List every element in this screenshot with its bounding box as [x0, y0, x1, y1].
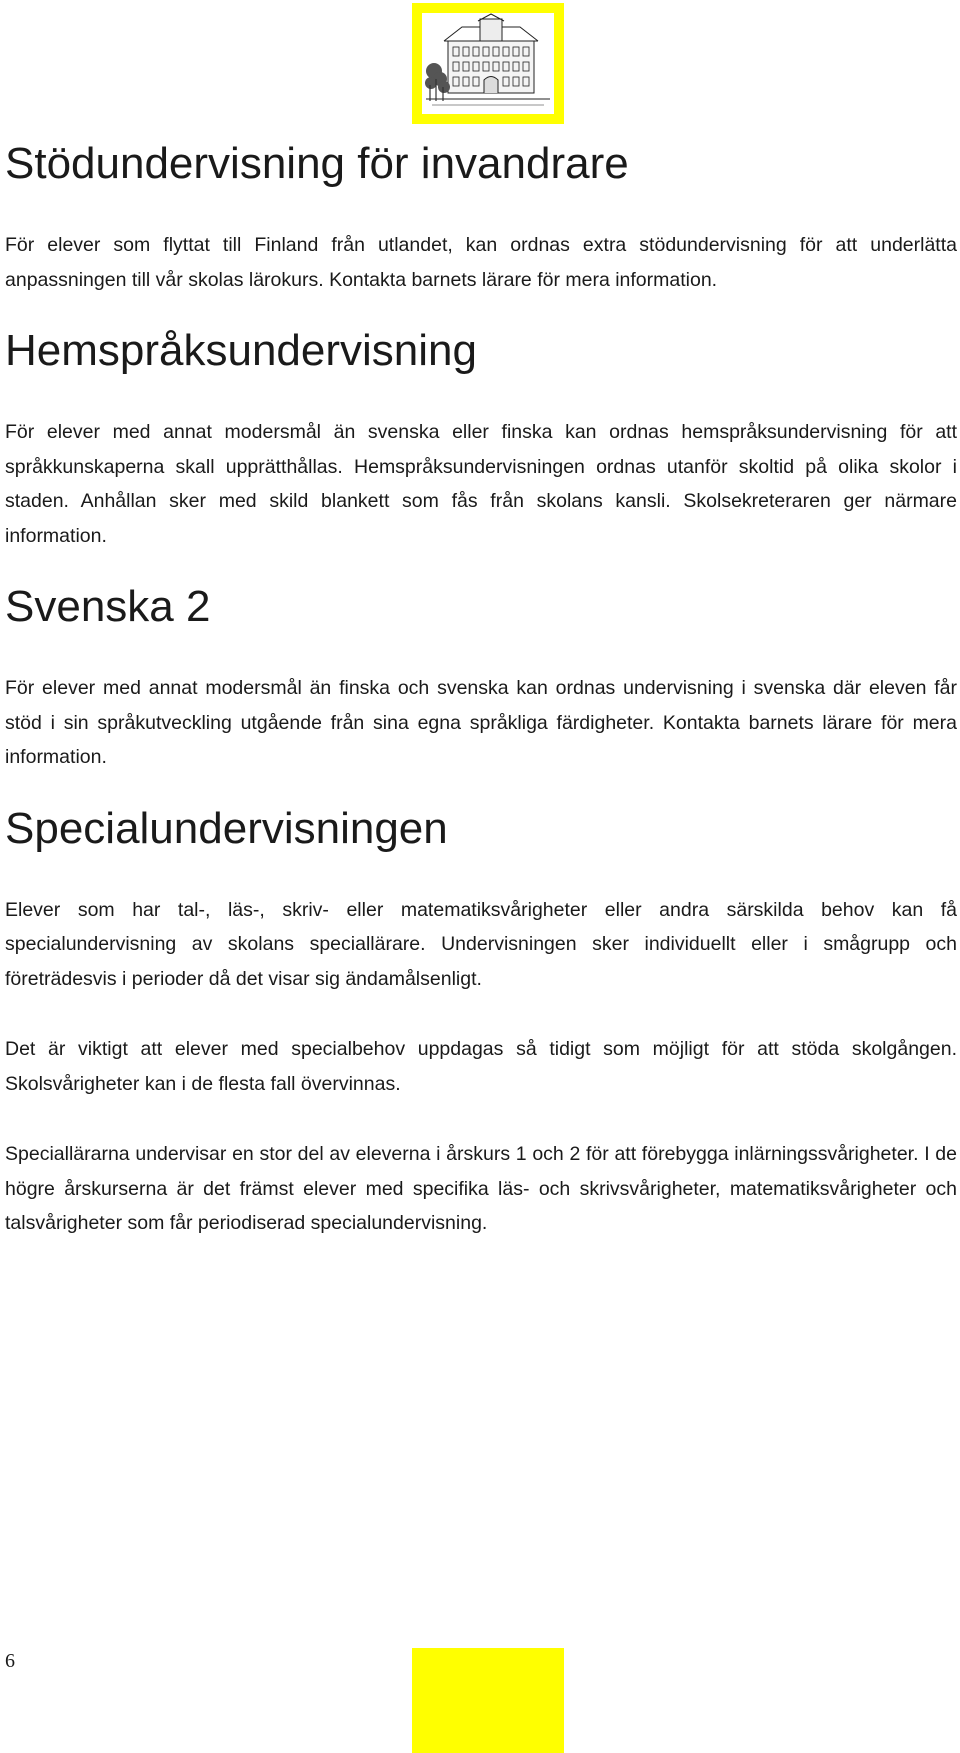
section-heading: Specialundervisningen — [5, 803, 448, 853]
section-paragraph: Speciallärarna undervisar en stor del av eleverna i årskurs 1 och 2 för att förebygga inlärningssvårigheter. I de högre årskurserna är det främst elever med specifika läs- och skrivsvårigheter, matematiksvårigheter och talsvårigheter som får periodiserad specialundervisning. — [5, 1143, 957, 1234]
section-paragraph: Det är viktigt att elever med specialbehov uppdagas så tidigt som möjligt för att stöda skolgången. Skolsvårigheter kan i de flesta fall övervinnas. — [5, 1038, 957, 1095]
school-logo — [412, 3, 564, 124]
footer-yellow-block — [412, 1648, 564, 1753]
page-number: 6 — [5, 1650, 15, 1672]
section-svenska-2 — [5, 571, 957, 775]
section-stodundervisning — [5, 128, 957, 297]
section-specialundervisningen — [5, 793, 957, 1241]
school-building-svg — [422, 13, 554, 114]
section-paragraph: Elever som har tal-, läs-, skriv- eller matematiksvårigheter eller andra särskilda behov kan få specialundervisning av skolans speciallärare. Undervisningen sker individuellt eller i smågrupp och företrädesvis i perioder då det visar sig ändamålsenligt. — [5, 898, 957, 990]
section-paragraph: För elever med annat modersmål än finska och svenska kan ordnas undervisning i svenska där eleven får stöd i sin språkutveckling utgående från sina egna språkliga färdigheter. Kontakta barnets lärare för mera information. — [5, 677, 957, 768]
section-paragraph: För elever med annat modersmål än svenska eller finska kan ordnas hemspråksundervisning för att språkkunskaperna skall upprätthållas. Hemspråksundervisningen ordnas utanför skoltid på olika skolor i staden. Anhållan sker med skild blankett som fås från skolans kansli. Skolsekreteraren ger närmare information. — [5, 421, 957, 547]
section-heading: Svenska 2 — [5, 582, 211, 631]
school-building-drawing-icon — [422, 13, 554, 114]
section-paragraph: För elever som flyttat till Finland från utlandet, kan ordnas extra stödundervisning för att underlätta anpassningen till vår skolas lärokurs. Kontakta barnets lärare för mera information. — [5, 234, 957, 291]
section-heading: Stödundervisning för invandrare — [5, 139, 629, 188]
document-body — [5, 128, 957, 1241]
section-heading: Hemspråksundervisning — [5, 326, 477, 375]
section-hemspraksundervisning — [5, 315, 957, 553]
